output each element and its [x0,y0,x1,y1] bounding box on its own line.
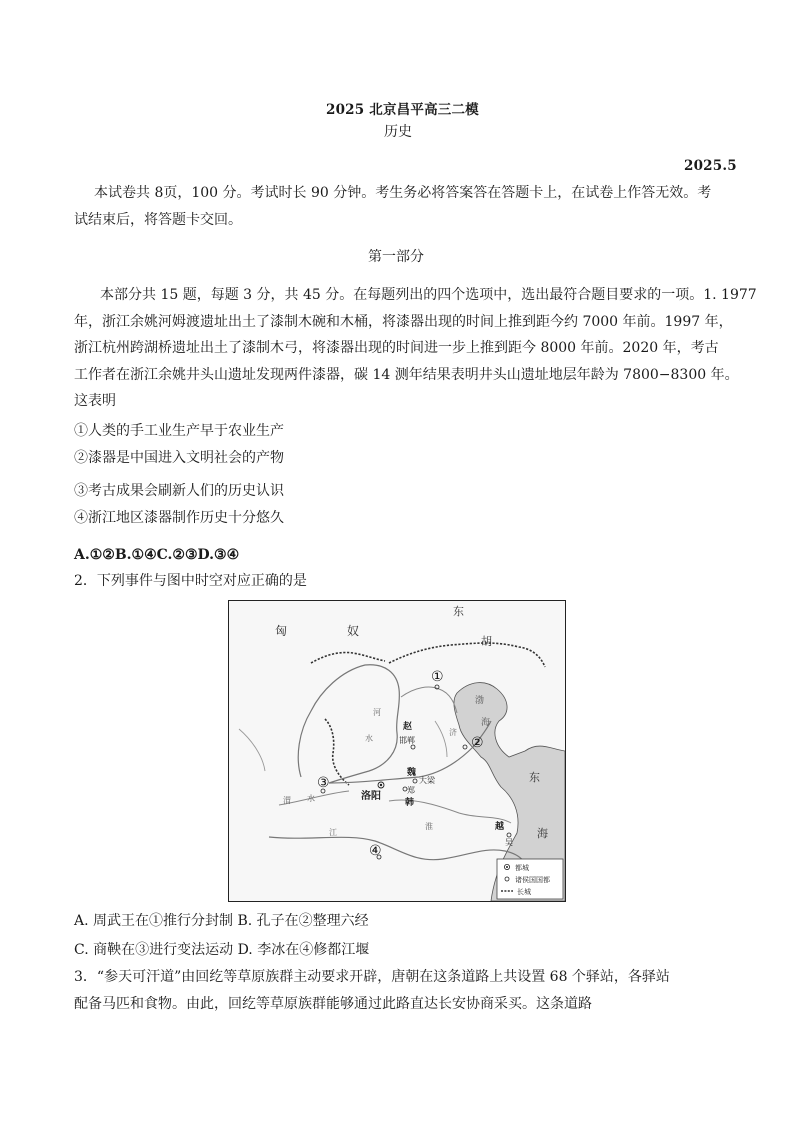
great-wall-north [389,643,545,667]
label-donghai-2: 海 [537,827,548,840]
legend-state-capital: 诸侯国国都 [515,876,550,884]
label-luoyang: 洛阳 [361,791,381,802]
label-river-huai: 淮 [425,822,433,831]
q1-statement-1: ①人类的手工业生产早于农业生产 [74,423,284,439]
label-river-jiang: 江 [329,828,337,837]
intro-line-1: 本试卷共 8页，100 分。考试时长 90 分钟。考生务必将答案答在答题卡上，在试卷上作答无效。考 [94,185,712,201]
great-wall-west [311,652,385,663]
exam-date: 2025.5 [684,158,737,174]
question-2-stem: 2．下列事件与图中时空对应正确的是 [74,573,307,589]
q1-options: A.①②B.①④C.②③D.③④ [74,547,240,563]
q1-stem-line: 浙江杭州跨湖桥遗址出土了漆制木弓，将漆器出现的时间进一步上推到距今 8000 年前。2020 年，考古 [74,340,719,356]
question-1-stem [74,282,757,415]
city-handan-marker [411,745,415,749]
label-yue: 越 [495,822,505,832]
legend-capital-dot [506,866,508,868]
marker-1: ① [431,669,444,685]
city-wu-marker [507,833,511,837]
label-han: 韩 [405,798,415,808]
label-xiongnu-1: 匈 [275,624,288,638]
q2-options-ab: A. 周武王在①推行分封制 B. 孔子在②整理六经 [74,913,369,929]
river-jiang [269,837,525,863]
label-wei: 魏 [407,768,417,778]
city-luoyang-dot [380,784,382,786]
label-donghu-2: 胡 [481,635,492,648]
q1-stem-line: 本部分共 15 题，每题 3 分，共 45 分。在每题列出的四个选项中，选出最符合题目要求的一项。1. 1977 [100,287,757,303]
label-handan: 邯郸 [399,736,415,745]
q1-stem-line: 年，浙江余姚河姆渡遗址出土了漆制木碗和木桶，将漆器出现的时间上推到距今约 7000 年前。1997 年， [74,313,733,330]
q1-stem-line: 这表明 [74,393,116,409]
question-3-line-2: 配备马匹和食物。由此，回纥等草原族群能够通过此路直达长安协商采买。这条道路 [74,996,592,1012]
label-donghai-1: 东 [529,771,540,784]
label-wu: 吴 [505,838,513,847]
label-zhao: 赵 [403,722,413,732]
marker-2: ② [471,735,484,751]
subject-title: 历史 [384,124,412,140]
legend-capital: 都城 [515,864,529,872]
label-bohai-1: 渤 [475,696,485,706]
marker-3: ③ [317,775,330,791]
label-xiongnu-2: 奴 [347,624,360,638]
label-zheng: 郑 [407,786,415,795]
q2-options-cd: C. 商鞅在③进行变法运动 D. 李冰在④修都江堰 [74,942,370,958]
label-river-ji: 济 [449,728,457,737]
label-river-shui: 水 [365,734,373,743]
label-river-wei: 渭 [283,796,291,805]
q1-statement-2: ②漆器是中国进入文明社会的产物 [74,450,284,466]
map-drawing [229,601,565,901]
river-minor [239,729,265,771]
river-ji [435,721,447,757]
city-daliang-marker [413,779,417,783]
label-daliang: 大梁 [419,776,435,785]
label-river-he: 河 [373,708,381,717]
q1-statement-4: ④浙江地区漆器制作历史十分悠久 [74,510,284,526]
warring-states-map [228,600,566,902]
question-3-line-1: 3．“参天可汗道”由回纥等草原族群主动要求开辟，唐朝在这条道路上共设置 68 个驿站，各驿站 [74,969,670,985]
q1-statement-3: ③考古成果会刷新人们的历史认识 [74,483,284,499]
part-title: 第一部分 [368,249,424,265]
marker-4: ④ [369,843,382,859]
legend-great-wall: 长城 [517,888,531,896]
marker-2-dot [463,745,467,749]
q1-stem-line: 工作者在浙江余姚井头山遗址发现两件漆器，碳 14 测年结果表明井头山遗址地层年龄为 7800−8300 年。 [74,366,739,383]
exam-title: 2025 北京昌平高三二模 [326,102,479,118]
river-north [401,687,457,713]
label-donghu-1: 东 [453,605,464,618]
label-river-shui2: 水 [307,794,315,803]
intro-line-2: 试结束后，将答题卡交回。 [74,212,242,228]
label-bohai-2: 海 [481,718,491,728]
